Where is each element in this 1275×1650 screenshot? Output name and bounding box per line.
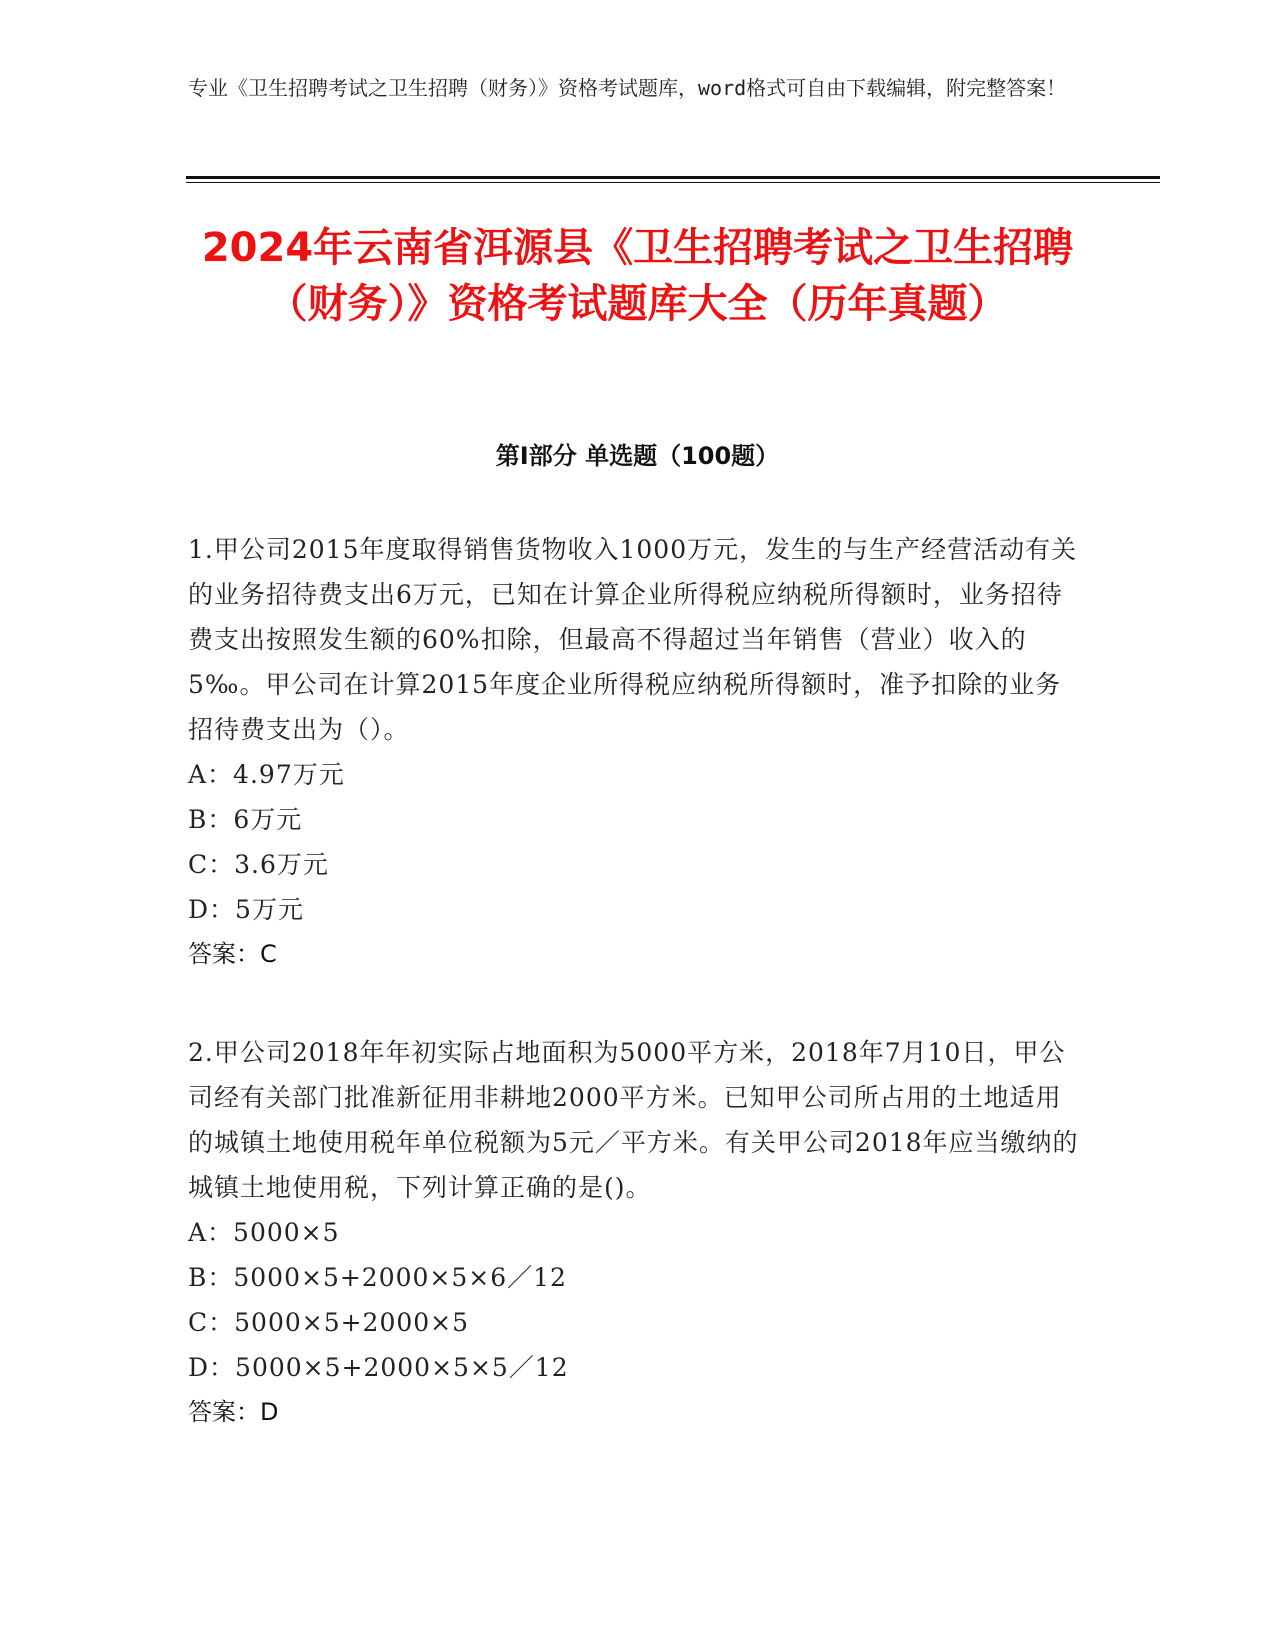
section-heading: 第Ⅰ部分 单选题（100题）	[495, 442, 780, 470]
answer: 答案：C	[188, 940, 277, 968]
option-a: A：5000×5	[188, 1218, 340, 1247]
question-stem: 2.甲公司2018年年初实际占地面积为5000平方米，2018年7月10日，甲公司经有关部门批准新征用非耕地2000平方米。已知甲公司所占用的土地适用的城镇土地使用税年单位税额为5元／平方米。有关甲公司2018年应当缴纳的城镇土地使用税，下列计算正确的是()。	[188, 1038, 1079, 1202]
header-note: 专业《卫生招聘考试之卫生招聘（财务）》资格考试题库，word格式可自由下载编辑，附完整答案！	[188, 76, 1067, 100]
header-divider-thin	[186, 182, 1160, 183]
option-d: D：5万元	[188, 895, 304, 924]
question-stem: 1.甲公司2015年度取得销售货物收入1000万元，发生的与生产经营活动有关的业务招待费支出6万元，已知在计算企业所得税应纳税所得额时，业务招待费支出按照发生额的60%扣除，但最高不得超过当年销售（营业）收入的5‰。甲公司在计算2015年度企业所得税应纳税所得额时，准予扣除的业务招待费支出为（）。	[188, 535, 1078, 744]
document-title: 2024年云南省洱源县《卫生招聘考试之卫生招聘（财务）》资格考试题库大全（历年真题）	[201, 225, 1074, 327]
option-a: A：4.97万元	[188, 760, 345, 789]
question-2	[188, 1030, 1083, 1435]
header-divider	[186, 176, 1160, 179]
option-c: C：3.6万元	[188, 850, 329, 879]
question-1	[188, 527, 1083, 977]
option-b: B：6万元	[188, 805, 303, 834]
answer: 答案：D	[188, 1398, 279, 1426]
option-b: B：5000×5+2000×5×6／12	[188, 1263, 567, 1292]
option-d: D：5000×5+2000×5×5／12	[188, 1353, 569, 1382]
option-c: C：5000×5+2000×5	[188, 1308, 470, 1337]
